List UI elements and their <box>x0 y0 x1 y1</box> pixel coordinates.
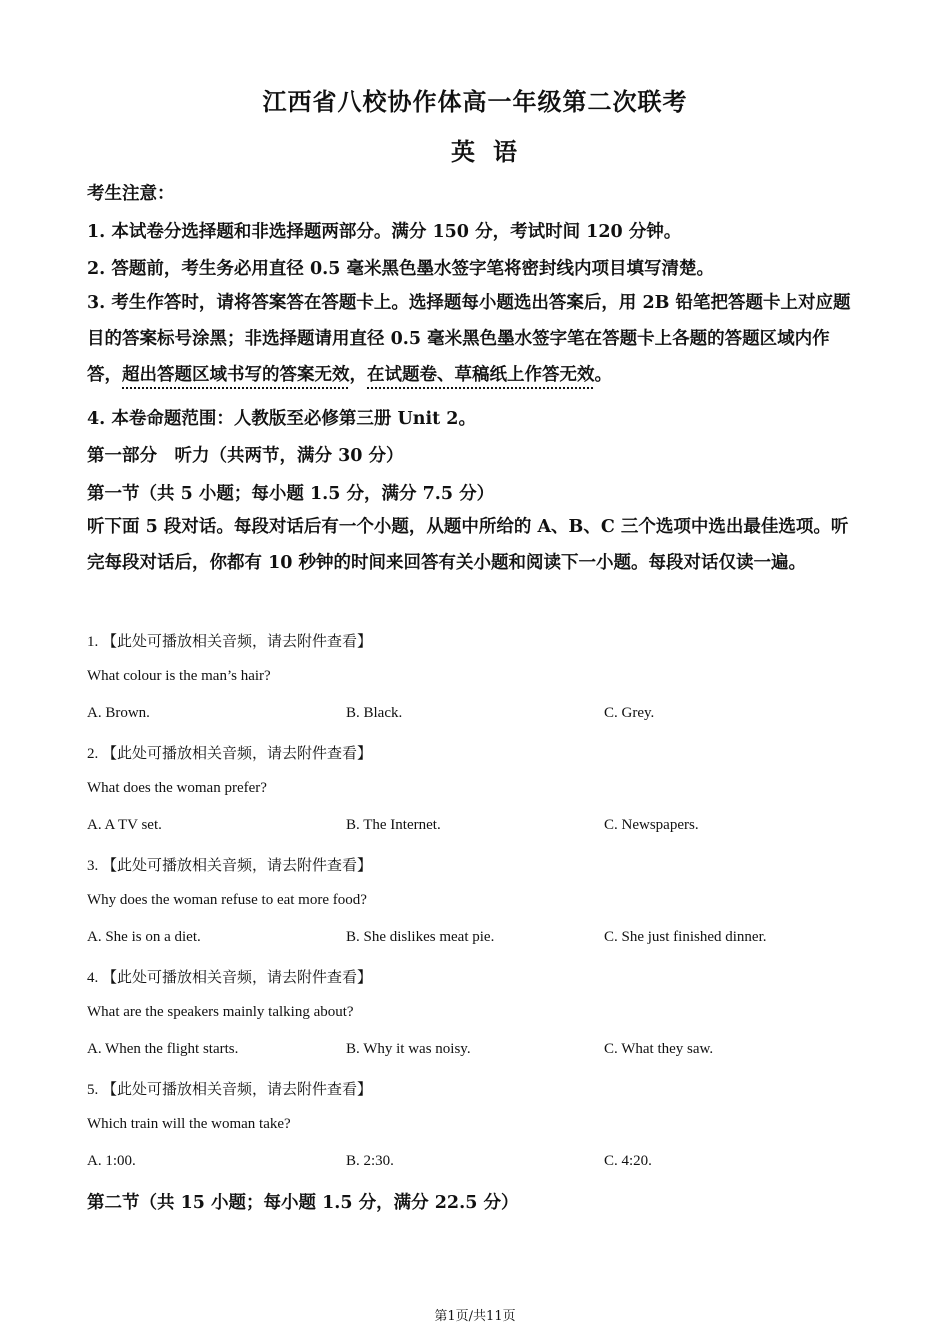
note-3 <box>87 285 857 393</box>
q4-option-a: A. When the flight starts. <box>87 1041 239 1057</box>
q5-option-c: C. 4:20. <box>604 1153 652 1169</box>
note-2: 2. 答题前，考生务必用直径 0.5 毫米黑色墨水签字笔将密封线内项目填写清楚。 <box>87 259 714 279</box>
note-3-text: 3. 考生作答时，请将答案答在答题卡上。选择题每小题选出答案后，用 2B 铅笔把答题卡上对应题目的答案标号涂黑；非选择题请用直径 0.5 毫米黑色墨水签字笔在答题卡上各题的答题区域内作答， <box>87 293 851 385</box>
q2-option-c: C. Newspapers. <box>604 817 699 833</box>
q5-option-b: B. 2:30. <box>346 1153 394 1169</box>
part1-heading: 第一部分 听力（共两节，满分 30 分） <box>87 446 404 466</box>
note-3-period: 。 <box>594 365 612 385</box>
listening-instructions: 听下面 5 段对话。每段对话后有一个小题，从题中所给的 A、B、C 三个选项中选出最佳选项。听完每段对话后，你都有 10 秒钟的时间来回答有关小题和阅读下一小题。每段对话仅读一遍。 <box>87 517 849 573</box>
notes-heading: 考生注意： <box>87 184 175 204</box>
q1-audio-note: 1. 【此处可播放相关音频，请去附件查看】 <box>87 634 373 650</box>
page-number: 第1页/共11页 <box>434 1309 516 1324</box>
q1-question: What colour is the man’s hair? <box>87 668 271 684</box>
q4-audio-note: 4. 【此处可播放相关音频，请去附件查看】 <box>87 970 373 986</box>
q4-option-b: B. Why it was noisy. <box>346 1041 471 1057</box>
note-1: 1. 本试卷分选择题和非选择题两部分。满分 150 分，考试时间 120 分钟。 <box>87 222 682 242</box>
q1-option-b: B. Black. <box>346 705 403 721</box>
q2-question: What does the woman prefer? <box>87 780 267 796</box>
q1-option-a: A. Brown. <box>87 705 150 721</box>
note-3-comma: ， <box>349 365 367 385</box>
q4-question: What are the speakers mainly talking about? <box>87 1004 354 1020</box>
q2-option-b: B. The Internet. <box>346 817 441 833</box>
q2-audio-note: 2. 【此处可播放相关音频，请去附件查看】 <box>87 746 373 762</box>
q3-audio-note: 3. 【此处可播放相关音频，请去附件查看】 <box>87 858 373 874</box>
q5-question: Which train will the woman take? <box>87 1116 291 1132</box>
q4-option-c: C. What they saw. <box>604 1041 714 1057</box>
note-3-emphasis-2: 在试题卷、草稿纸上作答无效 <box>367 365 595 385</box>
q2-option-a: A. A TV set. <box>87 817 162 833</box>
section2-heading: 第二节（共 15 小题；每小题 1.5 分，满分 22.5 分） <box>87 1193 519 1213</box>
q5-audio-note: 5. 【此处可播放相关音频，请去附件查看】 <box>87 1082 373 1098</box>
note-3-emphasis-1: 超出答题区域书写的答案无效 <box>122 365 350 385</box>
subject-title: 英语 <box>451 137 535 166</box>
note-4: 4. 本卷命题范围：人教版至必修第三册 Unit 2。 <box>87 409 476 429</box>
q3-option-a: A. She is on a diet. <box>87 929 201 945</box>
exam-title: 江西省八校协作体高一年级第二次联考 <box>262 87 688 116</box>
q3-option-b: B. She dislikes meat pie. <box>346 929 495 945</box>
section1-heading: 第一节（共 5 小题；每小题 1.5 分，满分 7.5 分） <box>87 484 495 504</box>
q3-option-c: C. She just finished dinner. <box>604 929 767 945</box>
q5-option-a: A. 1:00. <box>87 1153 136 1169</box>
q3-question: Why does the woman refuse to eat more food? <box>87 892 367 908</box>
q1-option-c: C. Grey. <box>604 705 655 721</box>
